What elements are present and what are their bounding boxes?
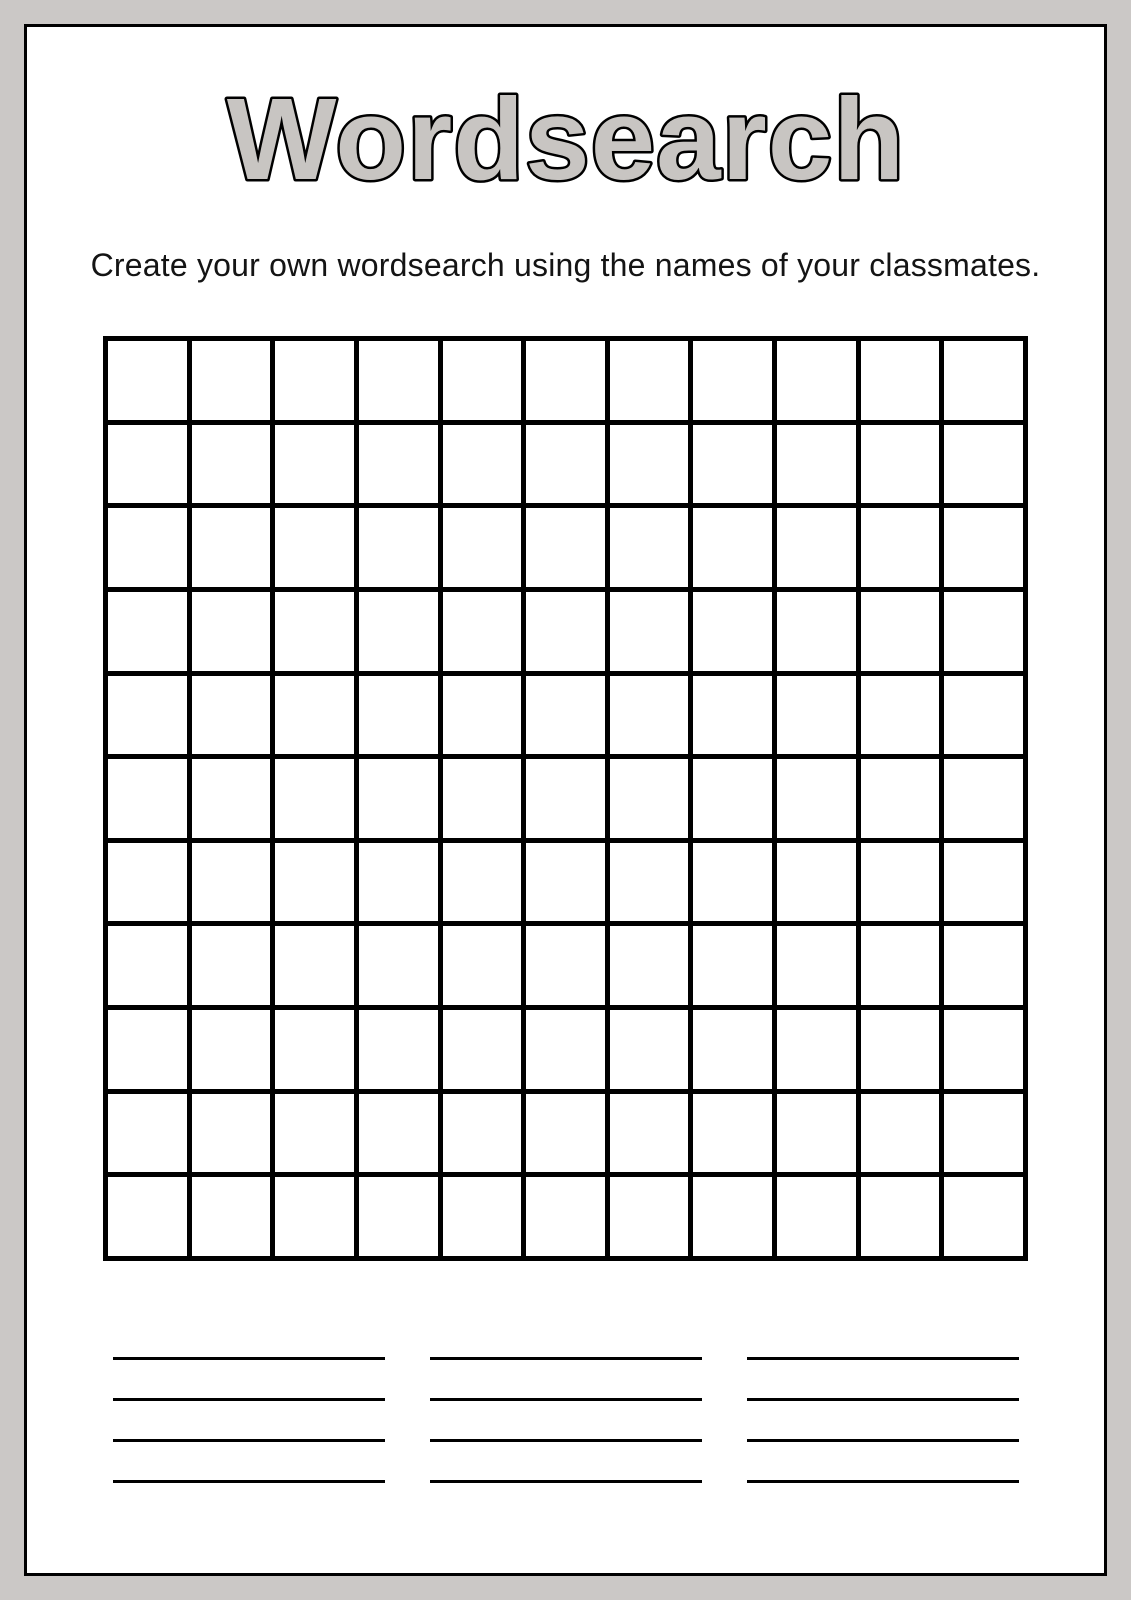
answer-line [113,1480,385,1483]
grid-cell [443,592,522,671]
grid-cell [944,341,1023,420]
grid-cell [192,843,271,922]
grid-cell [861,508,940,587]
grid-cell [359,592,438,671]
grid-cell [610,341,689,420]
grid-cell [861,425,940,504]
grid-cell [693,592,772,671]
grid-cell [192,676,271,755]
grid-cell [108,341,187,420]
grid-cell [275,592,354,671]
grid-cell [526,1177,605,1256]
grid-cell [861,1010,940,1089]
grid-cell [861,926,940,1005]
grid-cell [944,676,1023,755]
grid-cell [443,341,522,420]
grid-cell [275,1177,354,1256]
grid-cell [275,676,354,755]
worksheet-page [24,24,1107,1576]
grid-cell [526,843,605,922]
page-title-art [206,79,926,201]
grid-cell [526,592,605,671]
grid-cell [275,425,354,504]
answer-line [430,1357,702,1360]
wordsearch-grid [103,336,1028,1261]
answer-line [430,1439,702,1442]
grid-cell [944,843,1023,922]
grid-cell [443,508,522,587]
grid-cell [861,759,940,838]
grid-cell [108,1177,187,1256]
grid-cell [359,926,438,1005]
grid-cell [192,341,271,420]
grid-cell [192,592,271,671]
page-title: Wordsearch [226,79,905,201]
grid-cell [526,341,605,420]
grid-cell [526,759,605,838]
grid-cell [610,926,689,1005]
grid-cell [777,676,856,755]
grid-cell [861,341,940,420]
grid-cell [693,425,772,504]
grid-cell [359,676,438,755]
grid-cell [526,1094,605,1173]
grid-cell [777,759,856,838]
grid-cell [443,759,522,838]
answer-line [747,1357,1019,1360]
grid-cell [610,1010,689,1089]
answer-line [113,1439,385,1442]
grid-cell [693,1010,772,1089]
grid-cell [526,676,605,755]
grid-cell [777,1177,856,1256]
grid-cell [108,425,187,504]
grid-cell [359,759,438,838]
grid-cell [108,676,187,755]
grid-cell [777,425,856,504]
grid-cell [610,759,689,838]
grid-cell [359,341,438,420]
grid-cell [108,592,187,671]
answer-line [747,1439,1019,1442]
grid-cell [777,1010,856,1089]
grid-cell [192,759,271,838]
grid-cell [777,341,856,420]
grid-cell [359,508,438,587]
answer-line [430,1398,702,1401]
grid-cell [526,926,605,1005]
grid-cell [108,508,187,587]
grid-cell [443,926,522,1005]
grid-cell [610,508,689,587]
grid-cell [443,843,522,922]
answer-line-column [430,1357,702,1483]
grid-cell [861,843,940,922]
answer-line [113,1398,385,1401]
grid-cell [861,1177,940,1256]
grid-cell [275,1094,354,1173]
grid-cell [944,759,1023,838]
grid-cell [693,508,772,587]
answer-line [113,1357,385,1360]
grid-cell [693,1177,772,1256]
grid-cell [192,508,271,587]
grid-cell [777,1094,856,1173]
grid-cell [192,1094,271,1173]
grid-cell [443,425,522,504]
grid-cell [693,676,772,755]
grid-cell [192,425,271,504]
grid-cell [108,843,187,922]
grid-cell [275,1010,354,1089]
grid-cell [944,592,1023,671]
grid-cell [777,508,856,587]
grid-cell [359,1094,438,1173]
grid-cell [359,843,438,922]
answer-lines [113,1357,1019,1483]
grid-cell [192,926,271,1005]
grid-cell [275,926,354,1005]
grid-cell [275,843,354,922]
grid-cell [693,341,772,420]
grid-cell [777,592,856,671]
grid-cell [108,926,187,1005]
grid-cell [693,759,772,838]
grid-cell [443,1010,522,1089]
grid-cell [610,1094,689,1173]
grid-cell [359,1010,438,1089]
grid-cell [443,1177,522,1256]
grid-cell [944,1094,1023,1173]
grid-cell [693,843,772,922]
grid-cell [610,425,689,504]
instruction-text: Create your own wordsearch using the names of your classmates. [90,247,1041,283]
grid-cell [108,1010,187,1089]
grid-cell [275,341,354,420]
grid-cell [777,843,856,922]
grid-cell [443,676,522,755]
grid-cell [610,1177,689,1256]
grid-cell [526,425,605,504]
grid-cell [526,508,605,587]
grid-cell [610,592,689,671]
grid-cell [108,1094,187,1173]
grid-cell [108,759,187,838]
grid-cell [359,1177,438,1256]
grid-cell [693,1094,772,1173]
grid-cell [861,676,940,755]
grid-cell [275,508,354,587]
grid-cell [861,592,940,671]
grid-cell [359,425,438,504]
grid-cell [693,926,772,1005]
grid-cell [944,508,1023,587]
grid-cell [944,425,1023,504]
grid-cell [192,1010,271,1089]
grid-cell [944,1010,1023,1089]
grid-cell [192,1177,271,1256]
grid-cell [610,843,689,922]
answer-line [747,1480,1019,1483]
grid-cell [944,926,1023,1005]
answer-line-column [747,1357,1019,1483]
answer-line-column [113,1357,385,1483]
grid-cell [610,676,689,755]
grid-cell [777,926,856,1005]
grid-cell [944,1177,1023,1256]
grid-cell [861,1094,940,1173]
answer-line [430,1480,702,1483]
grid-cell [443,1094,522,1173]
grid-cell [526,1010,605,1089]
grid-cell [275,759,354,838]
answer-line [747,1398,1019,1401]
